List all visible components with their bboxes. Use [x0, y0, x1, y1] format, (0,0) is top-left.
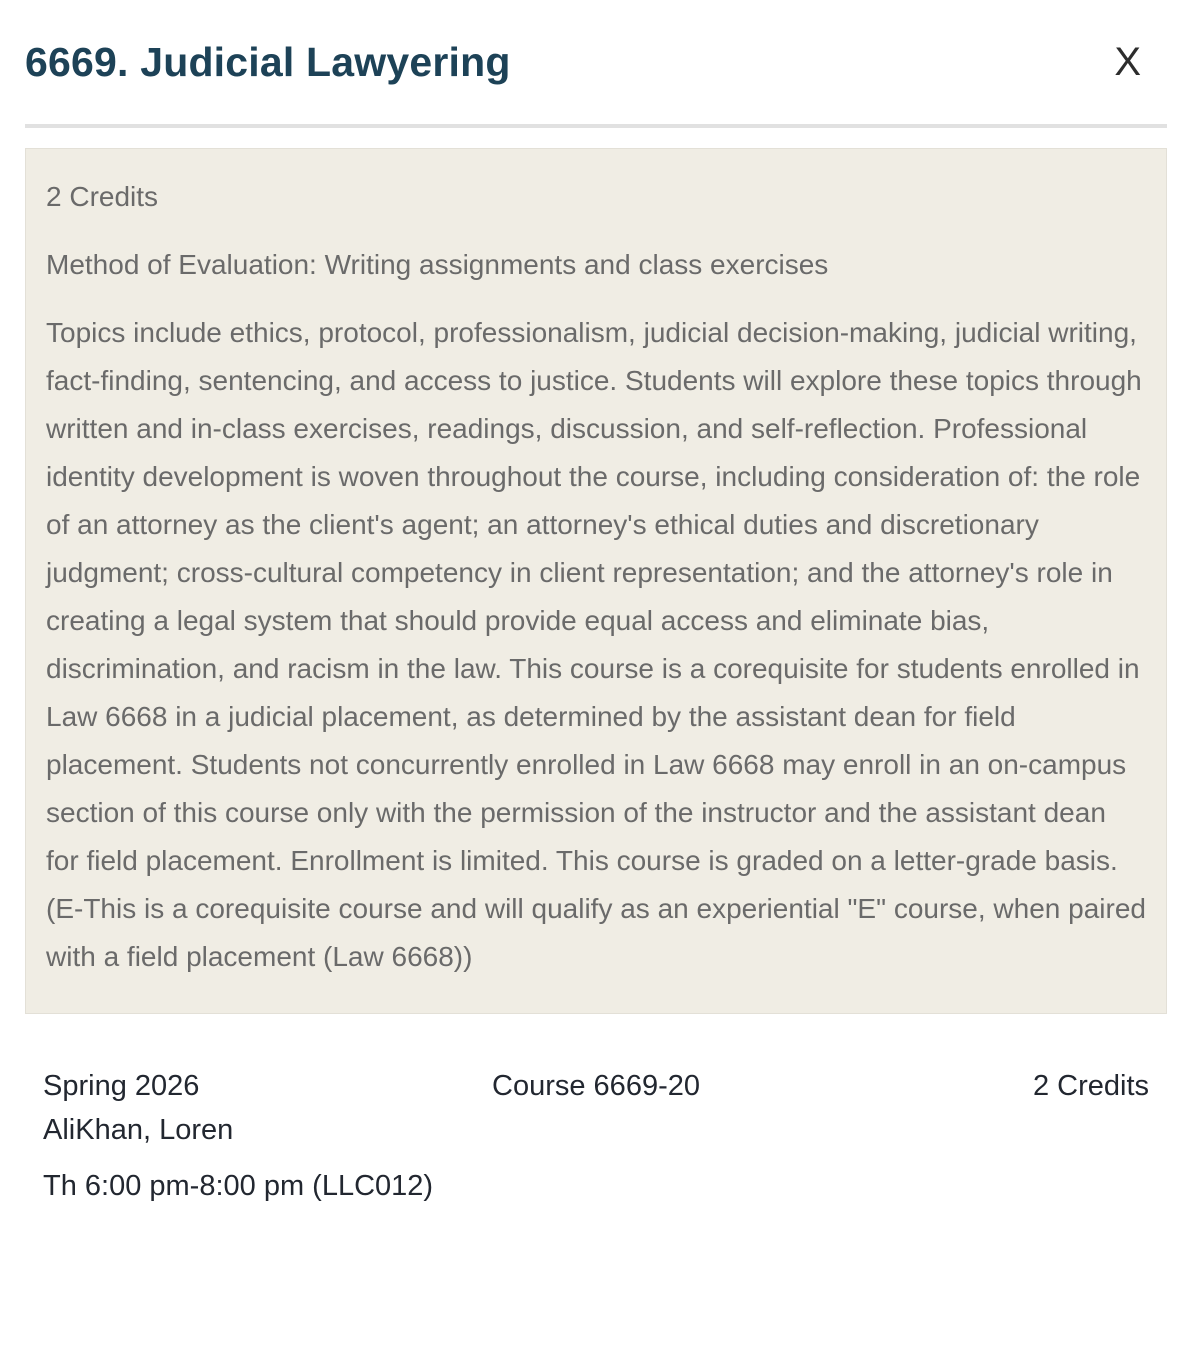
schedule-text: Th 6:00 pm-8:00 pm (LLC012)	[43, 1170, 434, 1202]
header-divider	[25, 124, 1167, 128]
close-button[interactable]: X	[1114, 40, 1141, 84]
course-description-box	[25, 148, 1167, 1014]
description-text: Topics include ethics, protocol, professionalism, judicial decision-making, judicial writing, fact-finding, sentencing, and access to justice. Students will explore these topics through written and in-class exercises, readings, discussion, and self-reflection. Professional identity development is woven throughout the course, including consideration of: the role of an attorney as the client's agent; an attorney's ethical duties and discretionary judgment; cross-cultural competency in client representation; and the attorney's role in creating a legal system that should provide equal access and eliminate bias, discrimination, and racism in the law. This course is a corequisite for students enrolled in Law 6668 in a judicial placement, as determined by the assistant dean for field placement. Students not concurrently enrolled in Law 6668 may enroll in an on-campus section of this course only with the permission of the instructor and the assistant dean for field placement. Enrollment is limited. This course is graded on a letter-grade basis. (E-This is a corequisite course and will qualify as an experiential "E" course, when paired with a field placement (Law 6668))	[46, 317, 1146, 972]
evaluation-line: Method of Evaluation: Writing assignments and class exercises	[46, 249, 829, 280]
instructor-text: AliKhan, Loren	[43, 1114, 234, 1146]
credits-text: 2 Credits	[1032, 1070, 1150, 1102]
modal-header	[0, 0, 1192, 86]
section-details	[25, 1064, 1167, 1208]
details-row	[43, 1064, 1149, 1108]
course-title: 6669. Judicial Lawyering	[25, 39, 511, 85]
course-number-text: Course 6669-20	[492, 1070, 700, 1102]
credits-line: 2 Credits	[46, 181, 159, 212]
term-text: Spring 2026	[43, 1070, 200, 1102]
